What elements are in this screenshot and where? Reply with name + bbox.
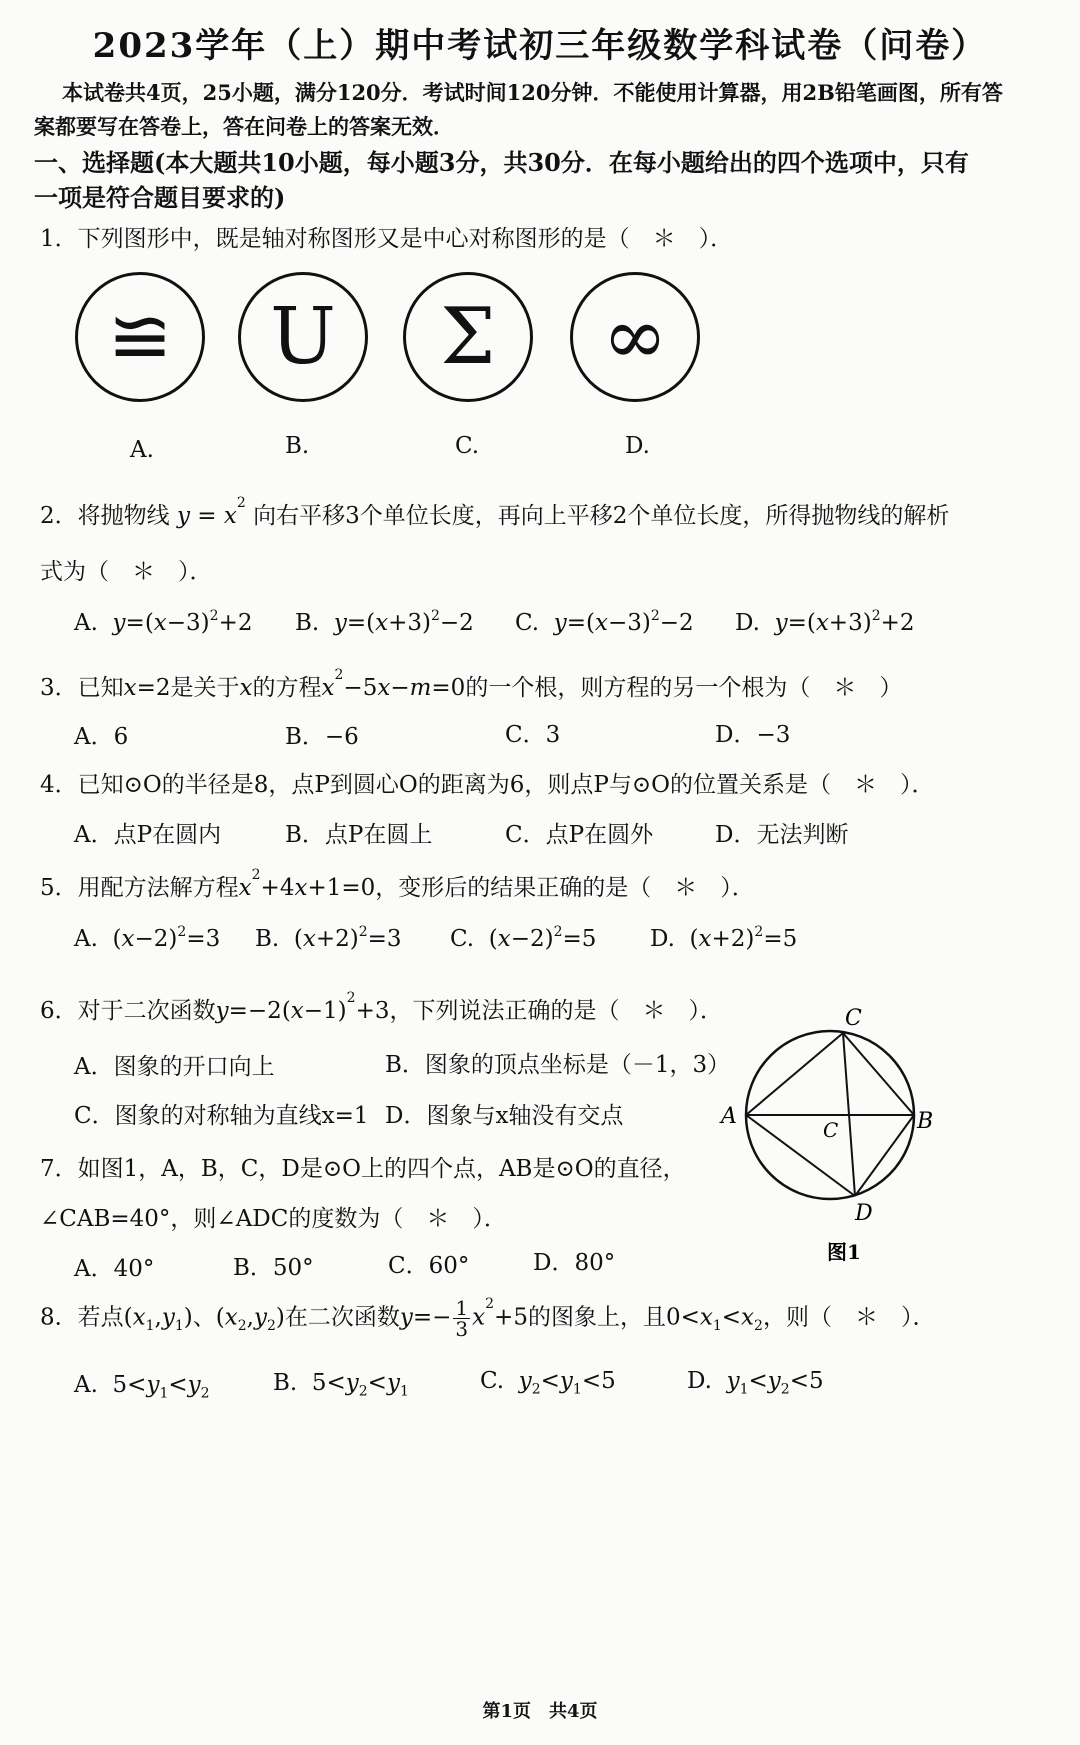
q4-stem: 4．已知⊙O的半径是8，点P到圆心O的距离为6，则点P与⊙O的位置关系是（ ＊ ）． <box>40 772 935 798</box>
fraction-one-third: $\frac{1}{3}$ <box>455 1296 469 1341</box>
q5-stem: 5．用配方法解方程$x^2+4x+1=0$，变形后的结果正确的是（ ＊ ）． <box>40 867 755 901</box>
q5-option-c: C. $(x-2)^2=5$ <box>450 924 597 952</box>
intro-line-2: 案都要写在答卷上，答在问卷上的答案无效． <box>34 114 454 139</box>
page-footer: 第1页 共4页 <box>482 1701 598 1722</box>
q6-option-b: B．图象的顶点坐标是（－1，3） <box>385 1052 731 1078</box>
infinity-symbol-icon: ∞ <box>602 292 668 382</box>
q2-option-c: C. $y=(x-3)^2-2$ <box>515 608 694 636</box>
q1-option-d-figure <box>570 272 700 402</box>
q7-option-a: A．40° <box>74 1256 155 1282</box>
chord-ad <box>746 1115 855 1196</box>
point-b-label: B <box>917 1109 934 1134</box>
q1-label-c: C. <box>455 433 480 459</box>
q1-label-d: D. <box>625 433 650 459</box>
q3-option-c: C．3 <box>505 722 561 748</box>
point-c-label: C <box>845 1006 862 1031</box>
chord-ac <box>746 1033 843 1115</box>
q2-option-b: B. $y=(x+3)^2-2$ <box>295 608 474 636</box>
page-title: 2023学年（上）期中考试初三年级数学科试卷（问卷） <box>92 26 988 66</box>
figure-1-circle-diagram <box>715 995 955 1275</box>
q8-option-c: C. $y_2<y_1<5$ <box>480 1368 616 1398</box>
figure-1-caption: 图1 <box>827 1240 861 1264</box>
intro-line-1: 本试卷共4页，25小题，满分120分．考试时间120分钟．不能使用计算器，用2B铅笔画图，所有答 <box>62 80 1003 105</box>
q7-option-b: B．50° <box>233 1255 314 1281</box>
congruent-symbol-icon: ≌ <box>107 292 173 382</box>
section-1-heading-line2: 一项是符合题目要求的) <box>34 183 286 212</box>
q6-option-d: D．图象与x轴没有交点 <box>385 1103 624 1129</box>
q1-option-c-figure <box>403 272 533 402</box>
q6-option-a: A．图象的开口向上 <box>74 1054 275 1080</box>
q5-option-a: A. $(x-2)^2=3$ <box>74 924 221 952</box>
q7-stem-line2: ∠CAB=40°，则∠ADC的度数为（ ＊ ）． <box>40 1206 507 1232</box>
q1-option-a-figure <box>75 272 205 402</box>
q8-option-a: A. $5<y_1<y_2$ <box>74 1372 210 1402</box>
chord-bd <box>855 1115 914 1196</box>
q4-option-d: D．无法判断 <box>715 822 849 848</box>
q2-stem-line2: 式为（ ＊ ）． <box>40 559 213 585</box>
q1-label-b: B. <box>285 433 310 459</box>
q8-option-d: D. $y_1<y_2<5$ <box>687 1368 824 1398</box>
q4-option-b: B．点P在圆上 <box>285 822 433 848</box>
q1-label-a: A. <box>130 437 154 463</box>
q1-stem: 1．下列图形中，既是轴对称图形又是中心对称图形的是（ ＊ ）． <box>40 226 734 252</box>
q2-stem: 2．将抛物线 $y = x^2$ 向右平移3个单位长度，再向上平移2个单位长度，所得抛物线的解析 <box>40 495 950 529</box>
q1-option-b-figure <box>238 272 368 402</box>
q3-stem: 3．已知x=2是关于x的方程$x^2-5x-m=0$的一个根，则方程的另一个根为（ ＊ ） <box>40 667 903 701</box>
q7-option-d: D．80° <box>533 1250 616 1276</box>
q3-option-d: D．−3 <box>715 722 791 748</box>
q3-option-a: A．6 <box>74 724 129 750</box>
q8-stem: 8．若点$(x_1,y_1)$、$(x_2,y_2)$在二次函数y=− $\frac{1}{3}$ $x^2+5$的图象上，且$0<x_1<x_2$，则（ ＊ ）． <box>40 1296 936 1341</box>
q4-option-a: A．点P在圆内 <box>74 822 222 848</box>
q2-formula: $y = x^2$ <box>176 495 246 529</box>
point-a-label: A <box>721 1104 737 1129</box>
q7-stem: 7．如图1，A，B，C，D是⊙O上的四个点，AB是⊙O的直径， <box>40 1156 686 1182</box>
sigma-symbol-icon: Σ <box>440 292 496 382</box>
q7-option-c: C．60° <box>388 1253 470 1279</box>
q6-option-c: C．图象的对称轴为直线x=1 <box>74 1103 369 1129</box>
q6-stem: 6．对于二次函数$y=-2(x-1)^2+3$，下列说法正确的是（ ＊ ）． <box>40 990 723 1024</box>
q8-option-b: B. $5<y_2<y_1$ <box>273 1370 409 1400</box>
point-d-label: D <box>855 1201 873 1226</box>
q2-option-a: A. $y=(x-3)^2+2$ <box>74 608 253 636</box>
union-symbol-icon: U <box>270 292 336 382</box>
section-1-heading: 一、选择题(本大题共10小题，每小题3分，共30分．在每小题给出的四个选项中，只有 <box>34 148 969 177</box>
center-o-label: C <box>823 1118 839 1142</box>
q4-option-c: C．点P在圆外 <box>505 822 654 848</box>
q5-option-d: D. $(x+2)^2=5$ <box>650 924 798 952</box>
q3-option-b: B．−6 <box>285 724 359 750</box>
q2-option-d: D. $y=(x+3)^2+2$ <box>735 608 915 636</box>
q5-option-b: B. $(x+2)^2=3$ <box>255 924 402 952</box>
